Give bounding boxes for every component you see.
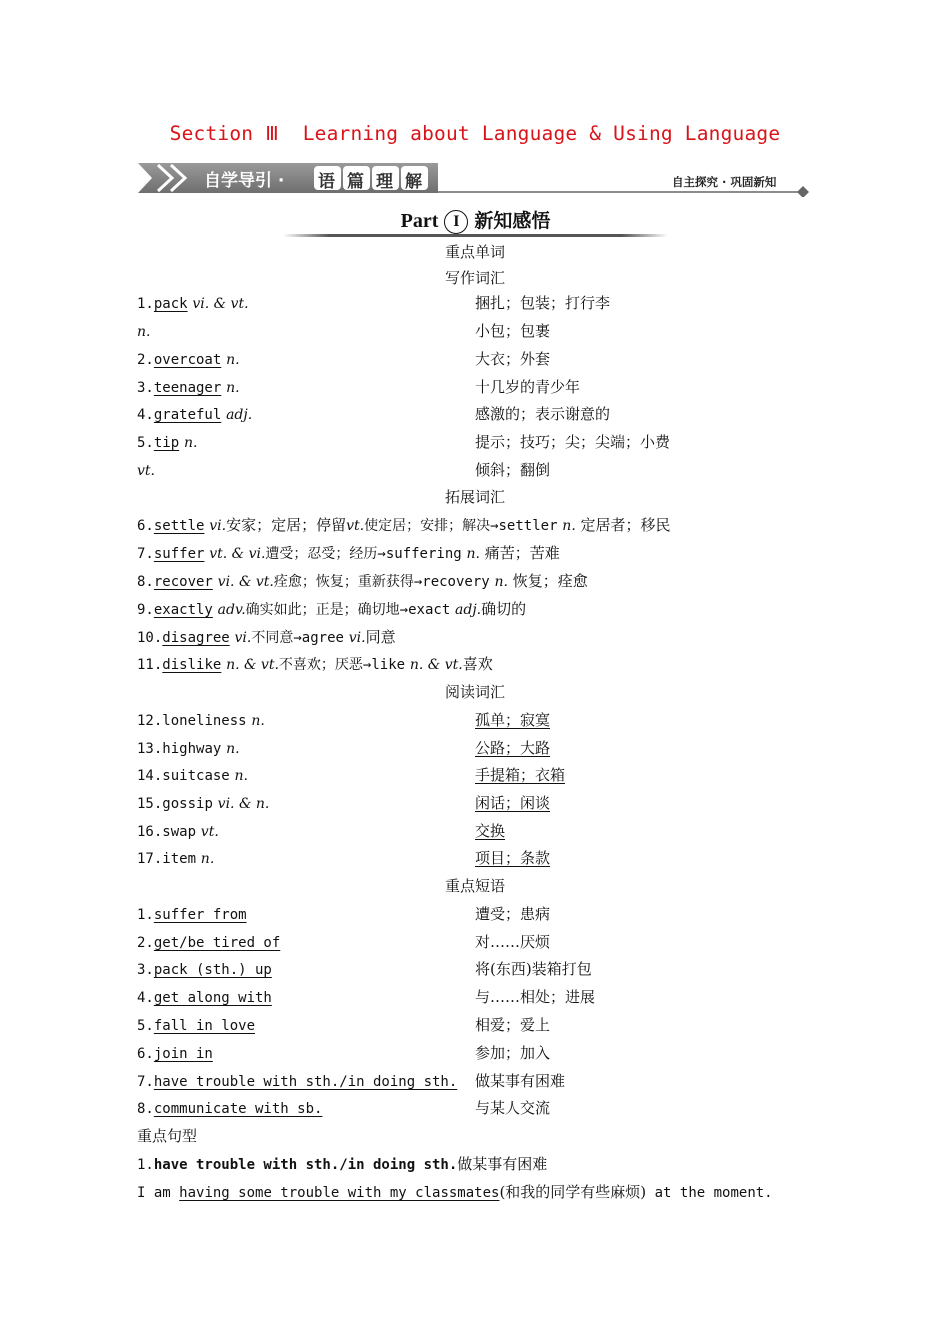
meaning: 闲话；闲谈	[475, 794, 551, 812]
part-heading	[283, 203, 668, 239]
item-number: 4.	[137, 990, 154, 1006]
list-item	[0, 846, 950, 870]
item-number: 3.	[137, 380, 154, 396]
phrase: get/be tired of	[153, 935, 281, 951]
list-item	[0, 347, 950, 371]
list-item	[0, 708, 950, 732]
list-item	[0, 957, 950, 981]
vocab-word: item	[162, 851, 197, 867]
meaning: 恢复；痊愈	[512, 572, 588, 590]
item-number: 6.	[137, 1046, 154, 1062]
meaning: 确实如此；正是；确切地→exact	[245, 602, 451, 618]
heading-expand-row	[0, 485, 950, 509]
meaning: 大衣；外套	[475, 350, 551, 368]
part-of-speech: vt. & vi.	[209, 546, 266, 562]
part-numeral: I	[444, 210, 468, 234]
phrase: join in	[153, 1046, 213, 1062]
item-number: 2.	[137, 352, 154, 368]
part-of-speech: vi. & n.	[217, 796, 270, 812]
sentence-text: at the moment.	[646, 1185, 773, 1201]
list-item	[0, 930, 950, 954]
part-of-speech: vi.	[209, 518, 227, 534]
meaning: 使定居；安排；解决→settler	[364, 518, 558, 534]
part-of-speech: n.	[137, 324, 151, 340]
part-of-speech: n.	[183, 435, 198, 451]
part-of-speech: vi. & vt.	[217, 574, 274, 590]
vocab-word: exactly	[153, 602, 213, 618]
list-item	[0, 513, 950, 537]
meaning: 倾斜；翻倒	[475, 461, 551, 479]
vocab-word: highway	[162, 741, 222, 757]
item-number: 2.	[137, 935, 154, 951]
vocab-word: suitcase	[162, 768, 230, 784]
item-number: 11.	[137, 657, 163, 673]
vocab-word: suffer	[153, 546, 205, 562]
heading-key-words-row	[0, 240, 950, 264]
answer-blank: having some trouble with my classmates	[179, 1185, 500, 1201]
meaning: 安家；定居；停留	[226, 516, 347, 534]
part-cn-title: 新知感悟	[474, 210, 551, 232]
item-number: 16.	[137, 824, 163, 840]
list-item	[0, 430, 950, 454]
meaning: 感激的；表示谢意的	[475, 405, 611, 423]
vocab-word: loneliness	[162, 713, 247, 729]
part-of-speech: vt.	[346, 518, 365, 534]
vocab-word: swap	[162, 824, 197, 840]
part-of-speech: n.	[234, 768, 248, 784]
item-number: 4.	[137, 407, 154, 423]
meaning: 同意	[365, 628, 396, 646]
list-item	[0, 569, 950, 593]
list-item	[0, 402, 950, 426]
list-item	[0, 763, 950, 787]
list-item	[0, 819, 950, 843]
list-item	[0, 541, 950, 565]
item-number: 1.	[137, 907, 154, 923]
meaning: 提示；技巧；尖；尖端；小费	[475, 433, 671, 451]
item-number: 7.	[137, 546, 154, 562]
meaning: 痊愈；恢复；重新获得→recovery	[273, 574, 490, 590]
item-number: 7.	[137, 1074, 154, 1090]
meaning: 喜欢	[462, 655, 493, 673]
list-item	[0, 458, 950, 482]
meaning: 对……厌烦	[475, 933, 551, 951]
sentence-text: I am	[137, 1185, 180, 1201]
pattern: have trouble with sth./in doing sth.	[153, 1157, 458, 1173]
meaning: 相爱；爱上	[475, 1016, 551, 1034]
part-of-speech: n.	[494, 574, 508, 590]
meaning: 十几岁的青少年	[475, 378, 581, 396]
list-item	[0, 1013, 950, 1037]
vocab-word: pack	[153, 296, 188, 312]
list-item	[0, 736, 950, 760]
meaning: 将(东西)装箱打包	[475, 960, 592, 978]
list-item	[0, 375, 950, 399]
item-number: 5.	[137, 1018, 154, 1034]
phrase: fall in love	[153, 1018, 256, 1034]
heading-writing-row	[0, 266, 950, 290]
part-of-speech: n. & vt.	[409, 657, 463, 673]
meaning: 痛苦；苦难	[484, 544, 560, 562]
meaning: 参加；加入	[475, 1044, 551, 1062]
heading-phrases-row	[0, 874, 950, 898]
part-of-speech: n.	[200, 851, 215, 867]
meaning: 做某事有困难	[475, 1072, 566, 1090]
item-number: 14.	[137, 768, 163, 784]
meaning: 小包；包裹	[475, 322, 551, 340]
section-title: Section Ⅲ Learning about Language & Using Language	[169, 122, 781, 145]
item-number: 1.	[137, 296, 154, 312]
part-of-speech: n.	[562, 518, 576, 534]
banner-left-label: 自学导引 ·	[204, 171, 285, 191]
part-word: Part	[400, 210, 439, 232]
meaning: 做某事有困难	[457, 1155, 548, 1173]
item-number: 6.	[137, 518, 154, 534]
meaning: 项目；条款	[475, 849, 551, 867]
part-underline	[283, 234, 668, 237]
part-of-speech: n. & vt.	[226, 657, 279, 673]
meaning: 与……相处；进展	[475, 988, 596, 1006]
part-of-speech: adj.	[226, 407, 253, 423]
meaning: 孤单；寂寞	[475, 711, 551, 729]
sentence-pattern	[0, 1152, 950, 1176]
banner-box-char: 理	[376, 172, 393, 192]
section-banner	[138, 159, 813, 197]
part-of-speech: vi. & vt.	[192, 296, 249, 312]
part-of-speech: n.	[226, 380, 240, 396]
meaning: 定居者；移民	[580, 516, 671, 534]
vocab-word: overcoat	[153, 352, 222, 368]
heading-writing-vocab: 写作词汇	[444, 269, 505, 287]
phrase: suffer from	[153, 907, 247, 923]
vocab-word: settle	[153, 518, 205, 534]
list-item	[0, 597, 950, 621]
vocab-word: teenager	[153, 380, 222, 396]
heading-reading-row	[0, 680, 950, 704]
vocab-word: dislike	[162, 657, 222, 673]
meaning: 不同意→agree	[251, 630, 344, 646]
item-number: 8.	[137, 1101, 154, 1117]
part-of-speech: adv.	[217, 602, 246, 618]
list-item	[0, 902, 950, 926]
hint: (和我的同学有些麻烦)	[499, 1183, 647, 1201]
meaning: 与某人交流	[475, 1099, 551, 1117]
banner-right-label: 自主探究 · 巩固新知	[672, 175, 777, 189]
phrase: pack (sth.) up	[153, 962, 272, 978]
part-of-speech: n.	[251, 713, 265, 729]
part-of-speech: vt.	[200, 824, 219, 840]
meaning: 不喜欢；厌恶→like	[278, 657, 406, 673]
list-item	[0, 985, 950, 1009]
item-number: 3.	[137, 962, 154, 978]
list-item	[0, 291, 950, 315]
phrase: have trouble with sth./in doing sth.	[153, 1074, 458, 1090]
heading-key-phrases: 重点短语	[444, 877, 505, 895]
item-number: 9.	[137, 602, 154, 618]
heading-reading-vocab: 阅读词汇	[444, 683, 505, 701]
meaning: 交换	[475, 822, 506, 840]
meaning: 遭受；忍受；经历→suffering	[265, 546, 462, 562]
vocab-word: recover	[153, 574, 213, 590]
part-of-speech: n.	[226, 352, 240, 368]
item-number: 1.	[137, 1157, 154, 1173]
meaning: 捆扎；包装；打行李	[475, 294, 611, 312]
part-of-speech: vi.	[234, 630, 252, 646]
phrase: get along with	[153, 990, 272, 1006]
meaning: 确切的	[481, 600, 527, 618]
item-number: 17.	[137, 851, 163, 867]
part-of-speech: n.	[226, 741, 240, 757]
vocab-word: tip	[153, 435, 180, 451]
vocab-word: gossip	[162, 796, 213, 812]
list-item	[0, 625, 950, 649]
list-item	[0, 319, 950, 343]
phrase: communicate with sb.	[153, 1101, 323, 1117]
part-of-speech: n.	[466, 546, 480, 562]
heading-expand-vocab: 拓展词汇	[444, 488, 505, 506]
part-of-speech: adj.	[455, 602, 482, 618]
banner-box-char: 解	[405, 172, 422, 192]
item-number: 8.	[137, 574, 154, 590]
vocab-word: disagree	[162, 630, 230, 646]
item-number: 13.	[137, 741, 163, 757]
item-number: 15.	[137, 796, 163, 812]
vocab-word: grateful	[153, 407, 222, 423]
banner-box-char: 语	[318, 172, 335, 192]
item-number: 5.	[137, 435, 154, 451]
item-number: 10.	[137, 630, 163, 646]
list-item	[0, 1096, 950, 1120]
heading-key-words: 重点单词	[444, 243, 505, 261]
meaning: 公路；大路	[475, 739, 551, 757]
list-item	[0, 1041, 950, 1065]
heading-key-sentences: 重点句型	[137, 1127, 198, 1145]
meaning: 遭受；患病	[475, 905, 551, 923]
list-item	[0, 1069, 950, 1093]
part-of-speech: vi.	[348, 630, 366, 646]
part-of-speech: vt.	[137, 463, 155, 479]
example-sentence	[0, 1180, 950, 1204]
banner-box-char: 篇	[347, 172, 364, 192]
meaning: 手提箱；衣箱	[475, 766, 566, 784]
list-item	[0, 652, 950, 676]
list-item	[0, 791, 950, 815]
item-number: 12.	[137, 713, 163, 729]
heading-sentences-row	[0, 1124, 950, 1148]
